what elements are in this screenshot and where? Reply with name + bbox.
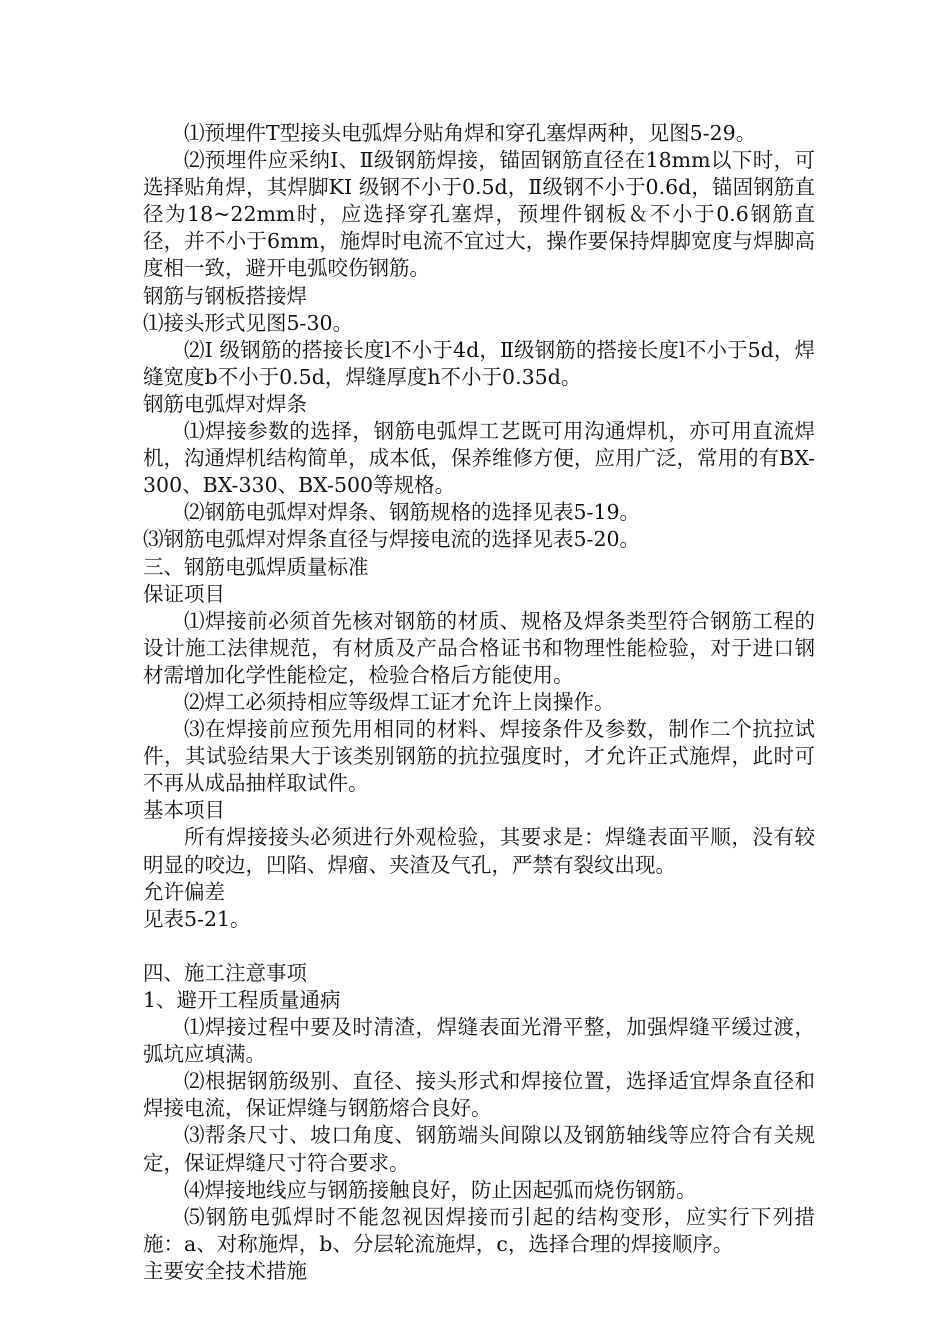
section-heading-lap-weld: 钢筋与钢板搭接焊 bbox=[143, 283, 307, 308]
paragraph-table-5-21: 见表5-21。 bbox=[143, 906, 251, 931]
subheading-guaranteed-items: 保证项目 bbox=[143, 581, 225, 606]
paragraph-welding-parameters: ⑴焊接参数的选择，钢筋电弧焊工艺既可用沟通焊机，亦可用直流焊机，沟通焊机结构简单，成本低，保养维修方便，应用广泛，常用的有BX-300、BX-330、BX-500等规格。 bbox=[143, 419, 815, 498]
paragraph-visual-inspection: 所有焊接接头必须进行外观检验，其要求是：焊缝表面平顺，没有较明显的咬边，凹陷、焊瘤、夹渣及气孔，严禁有裂纹出现。 bbox=[143, 825, 815, 877]
paragraph-embedded-welding-method: ⑵预埋件应采纳Ⅰ、Ⅱ级钢筋焊接，锚固钢筋直径在18mm以下时，可选择贴角焊，其焊脚KⅠ 级钢不小于0.5d，Ⅱ级钢不小于0.6d，锚固钢筋直径为18~22mm时，应选择穿孔塞焊，预埋件钢板＆不小于0.6钢筋直径，并不小于6mm，施焊时电流不宜过大，操作要保持焊脚宽度与焊脚高度相一致，避开电弧咬伤钢筋。 bbox=[143, 148, 815, 281]
paragraph-table-5-19: ⑵钢筋电弧焊对焊条、钢筋规格的选择见表5-19。 bbox=[184, 500, 641, 525]
paragraph-joint-form: ⑴接头形式见图5-30。 bbox=[143, 310, 354, 335]
section-heading-electrode: 钢筋电弧焊对焊条 bbox=[143, 391, 307, 416]
paragraph-table-5-20: ⑶钢筋电弧焊对焊条直径与焊接电流的选择见表5-20。 bbox=[143, 527, 641, 552]
paragraph-welder-certificate: ⑵焊工必须持相应等级焊工证才允许上岗操作。 bbox=[184, 689, 615, 714]
paragraph-electrode-selection: ⑵根据钢筋级别、直径、接头形式和焊接位置，选择适宜焊条直径和焊接电流，保证焊缝与钢筋熔合良好。 bbox=[143, 1069, 815, 1121]
paragraph-ground-wire: ⑷焊接地线应与钢筋接触良好，防止因起弧而烧伤钢筋。 bbox=[184, 1177, 697, 1202]
document-body bbox=[143, 120, 815, 1285]
paragraph-strap-dimensions: ⑶帮条尺寸、坡口角度、钢筋端头间隙以及钢筋轴线等应符合有关规定，保证焊缝尺寸符合要求。 bbox=[143, 1123, 815, 1175]
subheading-quality-defects: 1、避开工程质量通病 bbox=[143, 988, 341, 1012]
paragraph-slag-removal: ⑴焊接过程中要及时清渣，焊缝表面光滑平整，加强焊缝平缓过渡，弧坑应填满。 bbox=[143, 1015, 815, 1067]
section-heading-quality-standard: 三、钢筋电弧焊质量标准 bbox=[143, 554, 369, 579]
section-heading-construction-notes: 四、施工注意事项 bbox=[143, 960, 307, 985]
blank-line bbox=[143, 933, 815, 960]
paragraph-tensile-test: ⑶在焊接前应预先用相同的材料、焊接条件及参数，制作二个抗拉试件，其试验结果大于该类别钢筋的抗拉强度时，才允许正式施焊，此时可不再从成品抽样取试件。 bbox=[143, 717, 815, 796]
subheading-basic-items: 基本项目 bbox=[143, 798, 225, 823]
paragraph-material-check: ⑴焊接前必须首先核对钢筋的材质、规格及焊条类型符合钢筋工程的设计施工法律规范，有材质及产品合格证书和物理性能检验，对于进口钢材需增加化学性能检定，检验合格后方能使用。 bbox=[143, 608, 815, 687]
paragraph-lap-length: ⑵Ⅰ 级钢筋的搭接长度l不小于4d，Ⅱ级钢筋的搭接长度l不小于5d，焊缝宽度b不小于0.5d，焊缝厚度h不小于0.35d。 bbox=[143, 337, 815, 389]
subheading-safety-measures: 主要安全技术措施 bbox=[143, 1258, 307, 1283]
paragraph-deformation-measures: ⑸钢筋电弧焊时不能忽视因焊接而引起的结构变形，应实行下列措施：a、对称施焊，b、分层轮流施焊，c，选择合理的焊接顺序。 bbox=[143, 1204, 815, 1256]
paragraph-embedded-t-joint: ⑴预埋件T型接头电弧焊分贴角焊和穿孔塞焊两种，见图5-29。 bbox=[184, 121, 757, 145]
subheading-allowed-deviation: 允许偏差 bbox=[143, 879, 225, 904]
